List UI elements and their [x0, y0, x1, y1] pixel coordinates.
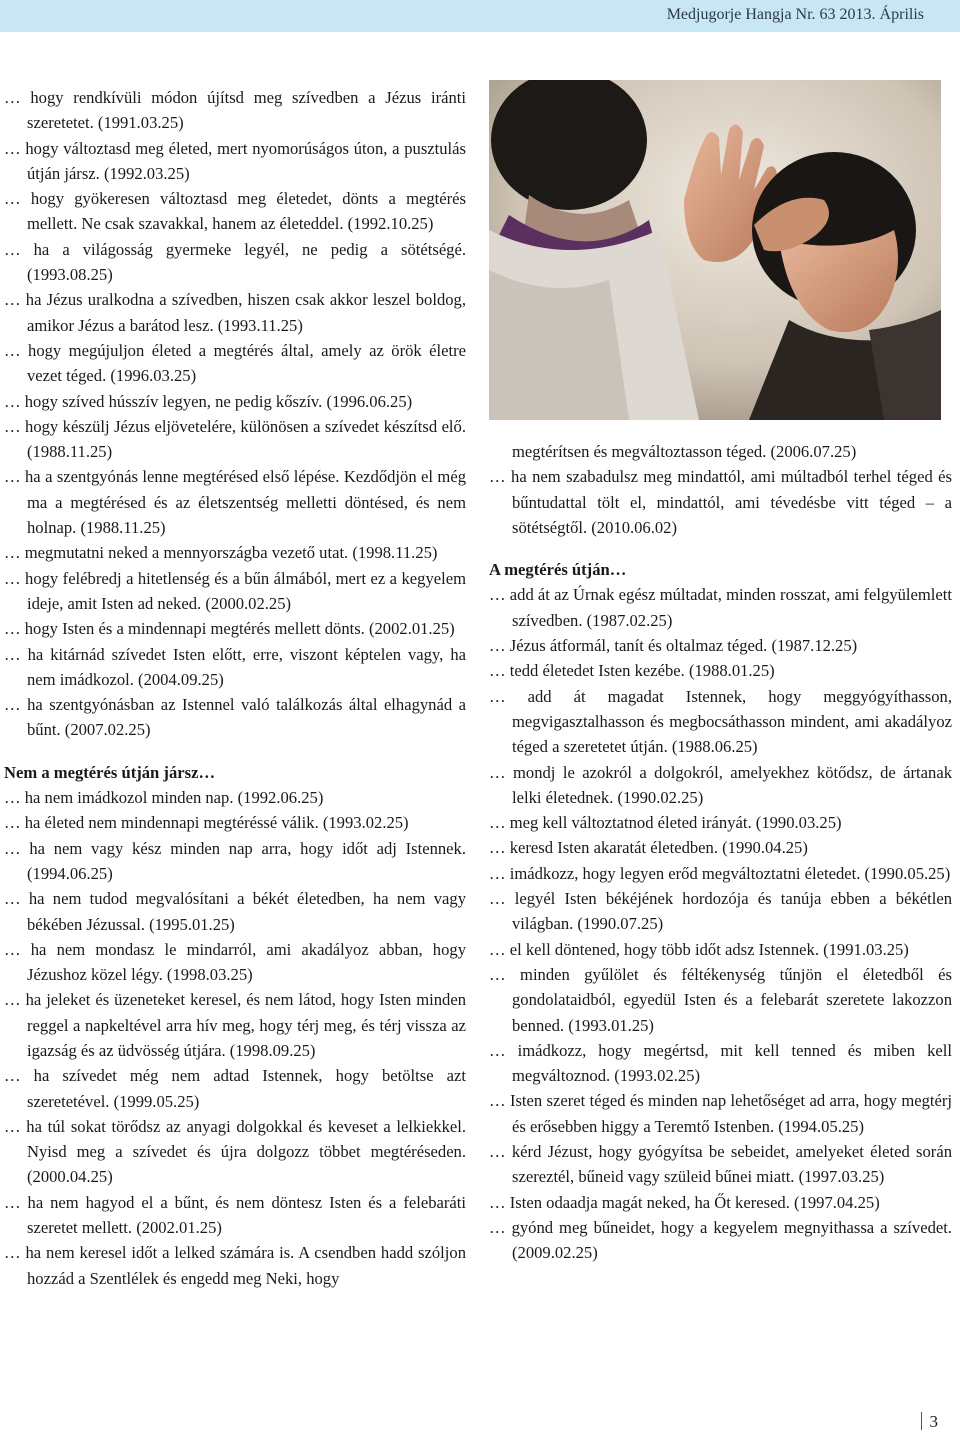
- message-entry: … megmutatni neked a mennyországba vezető utat. (1998.11.25): [4, 543, 438, 563]
- message-entry: … ha a világosság gyermeke legyél, ne pedig a sötétségé. (1993.08.25): [4, 239, 466, 285]
- message-entry: … mondj le azokról a dolgokról, amelyekhez kötődsz, de ártanak lelki életednek. (1990.02.25): [489, 762, 952, 807]
- footer-divider: [921, 1412, 922, 1430]
- right-column: [489, 439, 952, 1266]
- message-entry: … keresd Isten akaratát életedben. (1990.04.25): [489, 838, 808, 858]
- message-entry: … hogy változtasd meg életed, mert nyomorúságos úton, a pusztulás útján jársz. (1992.03.25): [4, 138, 466, 183]
- message-entry: … ha szívedet még nem adtad Istennek, hogy betöltse azt szeretetével. (1999.05.25): [4, 1066, 466, 1111]
- message-entry: … add át az Úrnak egész múltadat, minden rosszat, ami felgyülemlett szívedben. (1987.02.25): [489, 585, 952, 630]
- message-entry: … meg kell változtatnod életed irányát. (1990.03.25): [489, 813, 842, 833]
- message-entry: … ha nem mondasz le mindarról, ami akadályoz abban, hogy Jézushoz közel légy. (1998.03.25): [4, 939, 466, 985]
- message-entry: … hogy rendkívüli módon újítsd meg szívedben a Jézus iránti szeretetet. (1991.03.25): [4, 88, 466, 133]
- message-entry: … hogy készülj Jézus eljövetelére, különösen a szívedet készítsd elő. (1988.11.25): [4, 416, 466, 462]
- message-entry: … ha Jézus uralkodna a szívedben, hiszen csak akkor leszel boldog, amikor Jézus a barátod lesz. (1993.11.25): [4, 290, 466, 335]
- message-entry: … ha nem szabadulsz meg mindattól, ami múltadból terhel téged és bűntudattal tölt el, mindattól, ami tévedésbe vitt téged – a sötétségtől. (2010.06.02): [489, 467, 952, 537]
- left-intro-list: [4, 85, 466, 743]
- message-entry: … add át magadat Istennek, hogy meggyógyíthasson, megvigasztalhasson és megbocsáthasson mindent, ami akadályoz téged a szeretetet útján. (1988.06.25): [489, 686, 952, 757]
- message-entry: … el kell döntened, hogy több időt adsz Istennek. (1991.03.25): [489, 939, 909, 959]
- on-path-list: [489, 582, 952, 1265]
- message-entry: … ha jeleket és üzeneteket keresel, és nem látod, hogy Isten minden reggel a napkeltével arra hív meg, hogy térj meg, és térj vissza az igazság és az üdvösség útjára. (1998.09.25): [4, 990, 466, 1060]
- message-entry: … Isten szeret téged és minden nap lehetőséget ad arra, hogy megtérj és erősebben higgy a Teremtő Istenben. (1994.05.25): [489, 1091, 952, 1136]
- message-entry: … ha nem keresel időt a lelked számára is. A csendben hadd szóljon hozzád a Szentlélek és engedd meg Neki, hogy: [4, 1243, 466, 1288]
- message-entry: … Isten odaadja magát neked, ha Őt keresed. (1997.04.25): [489, 1192, 880, 1212]
- message-entry: … tedd életedet Isten kezébe. (1988.01.25): [489, 661, 775, 681]
- message-entry: … hogy szíved hússzív legyen, ne pedig kőszív. (1996.06.25): [4, 391, 413, 411]
- message-entry: … hogy Isten és a mindennapi megtérés mellett dönts. (2002.01.25): [4, 619, 455, 639]
- message-entry: … ha nem imádkozol minden nap. (1992.06.25): [4, 788, 324, 808]
- message-entry: … imádkozz, hogy megértsd, mit kell tenned és miben kell megváltoznod. (1993.02.25): [489, 1040, 952, 1086]
- message-entry: … ha életed nem mindennapi megtéréssé válik. (1993.02.25): [4, 813, 409, 833]
- message-entry: … kérd Jézust, hogy gyógyítsa be sebeidet, amelyeket életed során szereztél, bűneid vagy szüleid bűnei miatt. (1997.03.25): [489, 1142, 952, 1187]
- message-entry: … ha nem tudod megvalósítani a békét életedben, ha nem vagy békében Jézussal. (1995.01.25): [4, 889, 466, 934]
- confession-photo: [489, 80, 941, 420]
- section-title-on-path: A megtérés útján…: [489, 560, 627, 580]
- message-entry: … ha a szentgyónás lenne megtérésed első lépése. Kezdődjön el még ma a megtérésed és az életszentség melletti döntésed, és nem holnap. (1988.11.25): [4, 467, 466, 538]
- page-footer: [921, 1412, 939, 1432]
- right-continuation-list: [489, 439, 952, 540]
- section-title-not-on-path: Nem a megtérés útján jársz…: [4, 762, 216, 782]
- message-entry: … ha túl sokat törődsz az anyagi dolgokkal és keveset a lelkiekkel. Nyisd meg a szívedet és újra dolgozz többet megtéréseden. (2000.04.25): [4, 1116, 466, 1187]
- message-entry: … gyónd meg bűneidet, hogy a kegyelem megnyithassa a szívedet. (2009.02.25): [489, 1217, 952, 1263]
- magazine-issue-title: Medjugorje Hangja Nr. 63 2013. Április: [666, 6, 924, 23]
- message-entry: megtérítsen és megváltoztasson téged. (2006.07.25): [512, 442, 857, 461]
- message-entry: … hogy felébredj a hitetlenség és a bűn álmából, mert ez a kegyelem ideje, amit Isten ad neked. (2000.02.25): [4, 568, 466, 613]
- page-header-band: [0, 0, 960, 32]
- message-entry: … ha nem vagy kész minden nap arra, hogy időt adj Istennek. (1994.06.25): [4, 838, 466, 883]
- message-entry: … ha szentgyónásban az Istennel való találkozás által elhagynád a bűnt. (2007.02.25): [4, 695, 466, 740]
- message-entry: … minden gyűlölet és féltékenység tűnjön el életedből és gondolataidból, egyedül Isten és a felebarát szeretete lakozzon benned. (1993.01.25): [489, 964, 952, 1035]
- message-entry: … imádkozz, hogy legyen erőd megváltoztatni életedet. (1990.05.25): [489, 863, 951, 883]
- message-entry: … hogy gyökeresen változtasd meg életedet, dönts a megtérés mellett. Ne csak szavakkal, hanem az életeddel. (1992.10.25): [4, 189, 466, 234]
- message-entry: … hogy megújuljon életed a megtérés által, amely az örök életre vezet téged. (1996.03.25): [4, 340, 466, 386]
- message-entry: … Jézus átformál, tanít és oltalmaz téged. (1987.12.25): [489, 636, 858, 656]
- message-entry: … ha nem hagyod el a bűnt, és nem döntesz Isten és a felebaráti szeretet mellett. (2002.01.25): [4, 1192, 466, 1238]
- not-on-path-list: [4, 785, 466, 1291]
- message-entry: … ha kitárnád szívedet Isten előtt, erre, viszont képtelen vagy, ha nem imádkozol. (2004.09.25): [4, 644, 466, 689]
- left-column: [4, 85, 466, 1291]
- message-entry: … legyél Isten békéjének hordozója és tanúja ebben a békétlen világban. (1990.07.25): [489, 889, 952, 934]
- page-number: 3: [929, 1412, 938, 1431]
